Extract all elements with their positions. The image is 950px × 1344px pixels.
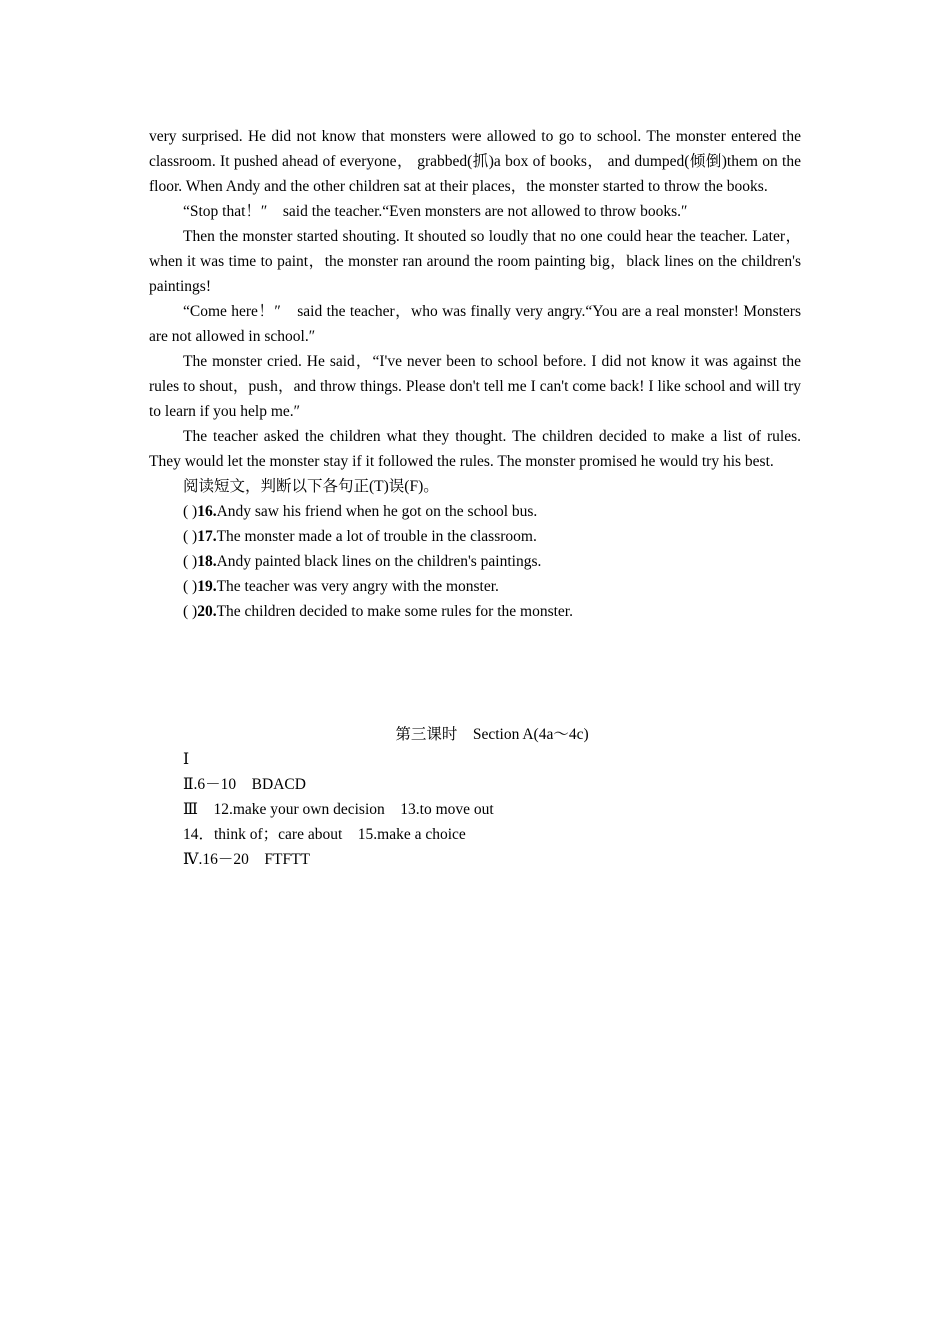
answer-line-2: Ⅱ.6－10 BDACD (183, 776, 306, 793)
answer-key-title: 第三课时 Section A(4a～4c) (395, 726, 589, 743)
question-text: Andy saw his friend when he got on the school bus. (216, 503, 538, 520)
instruction-text: 阅读短文，判断以下各句正(T)误(F)。 (183, 478, 439, 495)
answer-bracket: ( ) (183, 503, 198, 520)
question-20 (149, 599, 801, 624)
answer-bracket: ( ) (183, 603, 198, 620)
question-text: The teacher was very angry with the monster. (216, 578, 499, 595)
answer-line-3: Ⅲ 12.make your own decision 13.to move out (183, 801, 494, 818)
answer-line-1: Ⅰ (183, 751, 190, 768)
passage-paragraph-3: Then the monster started shouting. It shouted so loudly that no one could hear the teacher. Later，when it was time to paint，the monster ran around the room painting big，black lines on the children's paintings! (149, 228, 801, 295)
passage-paragraph-1: very surprised. He did not know that monsters were allowed to go to school. The monster entered the classroom. It pushed ahead of everyone， grabbed(抓)a box of books， and dumped(倾倒)them on the floor. When Andy and the other children sat at their places，the monster started to throw the books. (149, 128, 801, 195)
passage-paragraph-6: The teacher asked the children what they thought. The children decided to make a list of rules. They would let the monster stay if it followed the rules. The monster promised he would try his best. (149, 428, 801, 470)
question-16 (149, 499, 801, 524)
section-gap (149, 624, 801, 722)
question-text: The children decided to make some rules for the monster. (216, 603, 573, 620)
passage-paragraph-4: “Come here！″ said the teacher，who was finally very angry.“You are a real monster! Monsters are not allowed in school.″ (149, 303, 801, 345)
passage-paragraph-2: “Stop that！″ said the teacher.“Even monsters are not allowed to throw books.″ (183, 203, 688, 220)
question-number: 19. (197, 578, 217, 595)
question-number: 17. (197, 528, 217, 545)
answer-bracket: ( ) (183, 528, 198, 545)
question-19 (149, 574, 801, 599)
question-number: 18. (197, 553, 217, 570)
answer-line-4: 14．think of；care about 15.make a choice (183, 826, 466, 843)
question-text: The monster made a lot of trouble in the classroom. (216, 528, 537, 545)
question-number: 16. (197, 503, 217, 520)
question-17 (149, 524, 801, 549)
answer-bracket: ( ) (183, 553, 198, 570)
passage-paragraph-5: The monster cried. He said，“I've never been to school before. I did not know it was against the rules to shout，push，and throw things. Please don't tell me I can't come back! I like school and will try to learn if you help me.″ (149, 353, 801, 420)
question-text: Andy painted black lines on the children's paintings. (216, 553, 542, 570)
document-page (149, 124, 801, 872)
answer-line-5: Ⅳ.16－20 FTFTT (183, 851, 311, 868)
question-number: 20. (197, 603, 217, 620)
answer-bracket: ( ) (183, 578, 198, 595)
question-18 (149, 549, 801, 574)
